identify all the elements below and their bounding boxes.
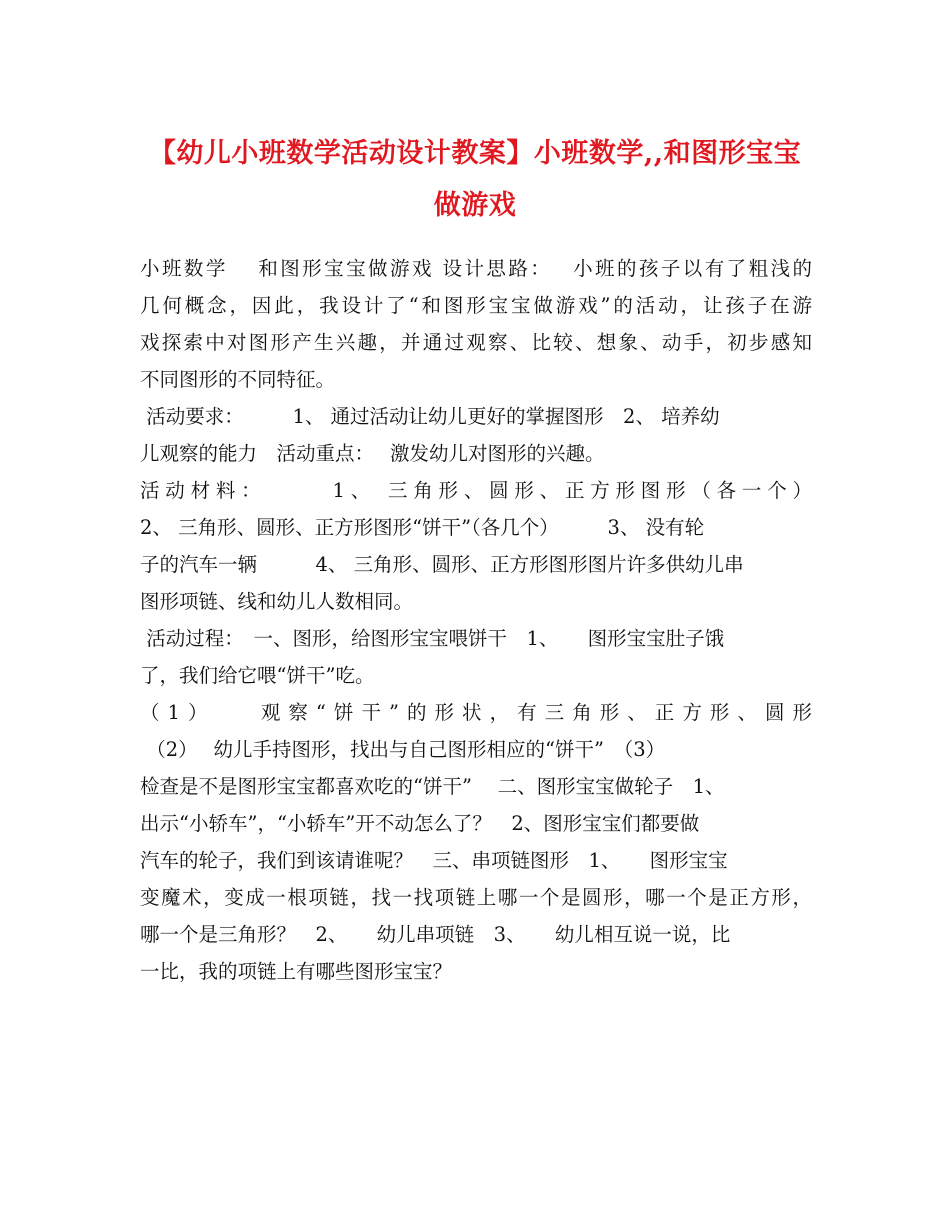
body-line-8: 2、 三角形、圆形、正方形图形“饼干”（各几个） 3、 没有轮 bbox=[140, 516, 705, 539]
body-line-9: 子的汽车一辆 4、 三角形、圆形、正方形图形图片许多供幼儿串 bbox=[140, 553, 744, 576]
title-line-2: 做游戏 bbox=[433, 190, 517, 221]
title-line-1: 【幼儿小班数学活动设计教案】小班数学,,和图形宝宝 bbox=[148, 138, 802, 169]
body-line-3: 戏探索中对图形产生兴趣，并通过观察、比较、想象、动手，初步感知 bbox=[140, 331, 812, 354]
body-line-6: 儿观察的能力 活动重点： 激发幼儿对图形的兴趣。 bbox=[140, 442, 605, 465]
body-line-14: （2） 幼儿手持图形，找出与自己图形相应的“饼干” （3） bbox=[140, 738, 666, 761]
body-line-5: 活动要求： 1、 通过活动让幼儿更好的掌握图形 2、 培养幼 bbox=[140, 405, 720, 428]
document-title bbox=[110, 128, 840, 232]
body-line-13: （1） 观察“饼干”的形状，有三角形、正方形、圆形 bbox=[140, 701, 812, 724]
body-line-12: 了，我们给它喂“饼干”吃。 bbox=[140, 664, 375, 687]
body-line-16: 出示“小轿车”，“小轿车”开不动怎么了？ 2、图形宝宝们都要做 bbox=[140, 812, 700, 835]
body-line-1: 小班数学 和图形宝宝做游戏 设计思路： 小班的孩子以有了粗浅的 bbox=[140, 257, 812, 280]
body-line-11: 活动过程： 一、图形，给图形宝宝喂饼干 1、 图形宝宝肚子饿 bbox=[140, 627, 725, 650]
body-line-15: 检查是不是图形宝宝都喜欢吃的“饼干” 二、图形宝宝做轮子 1、 bbox=[140, 775, 725, 798]
body-line-19: 哪一个是三角形？ 2、 幼儿串项链 3、 幼儿相互说一说，比 bbox=[140, 923, 731, 946]
body-line-20: 一比，我的项链上有哪些图形宝宝？ bbox=[140, 960, 453, 983]
body-line-10: 图形项链、线和幼儿人数相同。 bbox=[140, 590, 414, 613]
body-line-17: 汽车的轮子，我们到该请谁呢？ 三、串项链图形 1、 图形宝宝 bbox=[140, 849, 728, 872]
body-line-2: 几何概念，因此，我设计了“和图形宝宝做游戏”的活动，让孩子在游 bbox=[140, 294, 812, 317]
body-line-4: 不同图形的不同特征。 bbox=[140, 368, 336, 391]
document-body bbox=[140, 250, 812, 990]
body-line-18: 变魔术，变成一根项链，找一找项链上哪一个是圆形，哪一个是正方形， bbox=[140, 886, 812, 909]
body-line-7: 活动材料： 1、 三角形、圆形、正方形图形（各一个） bbox=[140, 479, 812, 502]
